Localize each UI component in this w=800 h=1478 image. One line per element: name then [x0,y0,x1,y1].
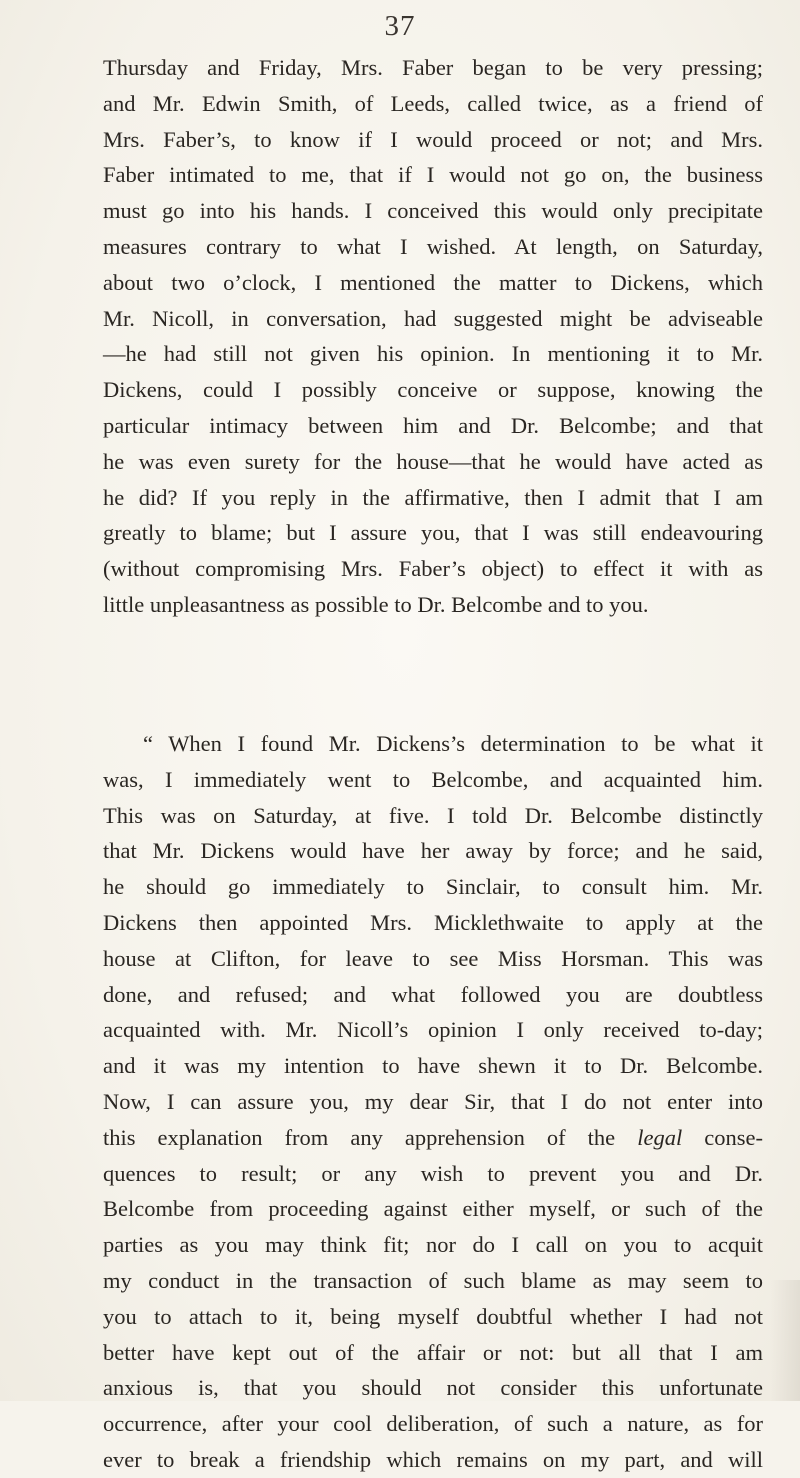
text-line: must go into his hands. I conceived this would only precipitate [103,198,763,224]
text-line: house at Clifton, for leave to see Miss Horsman. This was [103,945,763,971]
text-line: greatly to blame; but I assure you, that I was still endeavouring [103,520,763,546]
text-line: and it was my intention to have shewn it to Dr. Belcombe. [103,1053,763,1079]
text-line: acquainted with. Mr. Nicoll’s opinion I only received to-day; [103,1017,763,1043]
text-line: parties as you may think fit; nor do I call on you to acquit [103,1232,763,1258]
text-line: he should go immediately to Sinclair, to consult him. Mr. [103,874,763,900]
text-line: ever to break a friendship which remains on my part, and will [103,1446,763,1472]
text-line: Mrs. Faber’s, to know if I would proceed or not; and Mrs. [103,126,763,152]
text-line: he did? If you reply in the affirmative, then I admit that I am [103,484,763,510]
text-line: This was on Saturday, at five. I told Dr. Belcombe distinctly [103,802,763,828]
page-edge-shadow [770,1280,800,1401]
text-line: better have kept out of the affair or not: but all that I am [103,1339,763,1365]
text-line: that Mr. Dickens would have her away by force; and he said, [103,838,763,864]
text-line: anxious is, that you should not consider this unfortunate [103,1375,763,1401]
paragraph-1 [103,50,763,623]
text-line: measures contrary to what I wished. At length, on Saturday, [103,233,763,259]
text-line: Mr. Nicoll, in conversation, had suggested might be adviseable [103,305,763,331]
text-line: little unpleasantness as possible to Dr. Belcombe and to you. [103,591,649,617]
text-line: “ When I found Mr. Dickens’s determination to be what it [143,731,763,756]
text-line: Dickens, could I possibly conceive or suppose, knowing the [103,377,763,403]
text-line: and Mr. Edwin Smith, of Leeds, called twice, as a friend of [103,90,763,116]
text-line: particular intimacy between him and Dr. Belcombe; and that [103,412,763,438]
text-line: Dickens then appointed Mrs. Micklethwaite to apply at the [103,909,763,935]
text-line: Belcombe from proceeding against either myself, or such of the [103,1196,763,1222]
page-number: 37 [384,10,416,42]
text-line: —he had still not given his opinion. In mentioning it to Mr. [103,341,763,367]
text-line: he was even surety for the house—that he would have acted as [103,448,763,474]
text-line: about two o’clock, I mentioned the matter to Dickens, which [103,269,763,295]
text-line: occurrence, after your cool deliberation, of such a nature, as for [103,1411,763,1437]
text-line: Faber intimated to me, that if I would not go on, the business [103,162,763,188]
text-line: you to attach to it, being myself doubtful whether I had not [103,1303,763,1329]
text-line: Thursday and Friday, Mrs. Faber began to be very pressing; [103,55,763,80]
text-line: quences to result; or any wish to prevent you and Dr. [103,1160,763,1186]
text-line: done, and refused; and what followed you are doubtless [103,981,763,1007]
text-line: (without compromising Mrs. Faber’s object) to effect it with as [103,556,763,582]
text-line: Now, I can assure you, my dear Sir, that I do not enter into [103,1088,763,1114]
text-line: this explanation from any apprehension of the legal conse- [103,1124,763,1150]
text-line: my conduct in the transaction of such blame as may seem to [103,1267,763,1293]
text-line: was, I immediately went to Belcombe, and acquainted him. [103,766,763,792]
paragraph-2 [103,726,763,1478]
